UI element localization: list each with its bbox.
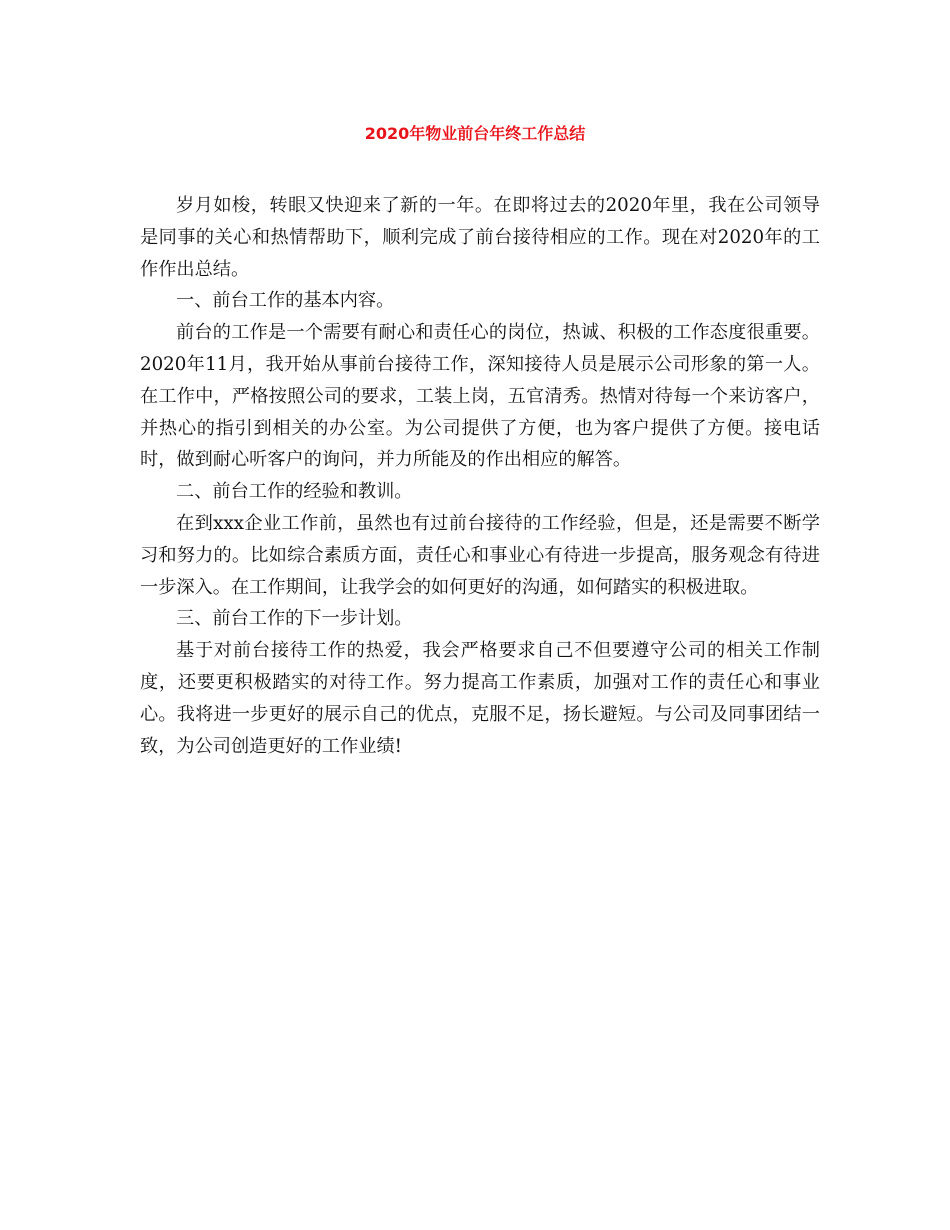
- section-1-paragraph: 前台的工作是一个需要有耐心和责任心的岗位，热诚、积极的工作态度很重要。2020年11月，我开始从事前台接待工作，深知接待人员是展示公司形象的第一人。在工作中，严格按照公司的要求，工装上岗，五官清秀。热情对待每一个来访客户，并热心的指引到相关的办公室。为公司提供了方便，也为客户提供了方便。接电话时，做到耐心听客户的询问，并力所能及的作出相应的解答。: [140, 322, 820, 471]
- section-3-paragraph: 基于对前台接待工作的热爱，我会严格要求自己不但要遵守公司的相关工作制度，还要更积极踏实的对待工作。努力提高工作素质，加强对工作的责任心和事业心。我将进一步更好的展示自己的优点，克服不足，扬长避短。与公司及同事团结一致，为公司创造更好的工作业绩!: [140, 640, 820, 757]
- intro-paragraph: 岁月如梭，转眼又快迎来了新的一年。在即将过去的2020年里，我在公司领导是同事的关心和热情帮助下，顺利完成了前台接待相应的工作。现在对2020年的工作作出总结。: [140, 195, 820, 280]
- document-body: [140, 190, 820, 762]
- section-heading-2: 二、前台工作的经验和教训。: [176, 481, 413, 503]
- document-title: 2020年物业前台年终工作总结: [364, 124, 586, 143]
- section-heading-3: 三、前台工作的下一步计划。: [176, 608, 413, 630]
- section-2-paragraph: 在到xxx企业工作前，虽然也有过前台接待的工作经验，但是，还是需要不断学习和努力的。比如综合素质方面，责任心和事业心有待进一步提高，服务观念有待进一步深入。在工作期间，让我学会的如何更好的沟通，如何踏实的积极进取。: [140, 512, 820, 598]
- section-heading-1: 一、前台工作的基本内容。: [176, 290, 395, 312]
